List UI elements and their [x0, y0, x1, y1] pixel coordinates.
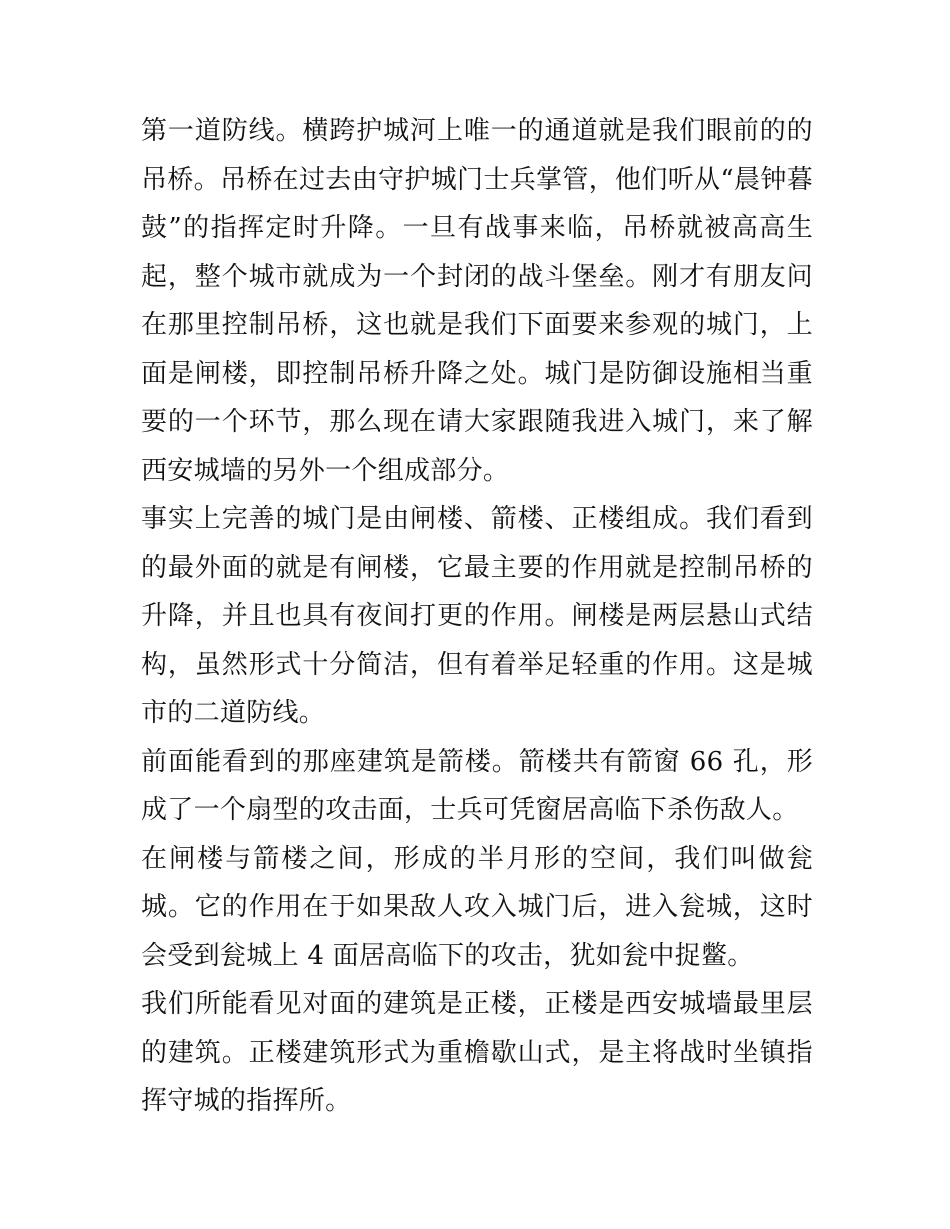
document-body	[141, 107, 813, 1126]
paragraph-5: 我们所能看见对面的建筑是正楼，正楼是西安城墙最里层的建筑。正楼建筑形式为重檐歇山式，是主将战时坐镇指挥守城的指挥所。	[141, 989, 813, 1116]
paragraph-3: 前面能看到的那座建筑是箭楼。箭楼共有箭窗 66 孔，形成了一个扇型的攻击面，士兵可凭窗居高临下杀伤敌人。	[141, 746, 813, 825]
paragraph-1: 第一道防线。横跨护城河上唯一的通道就是我们眼前的的吊桥。吊桥在过去由守护城门士兵掌管，他们听从“晨钟暮鼓”的指挥定时升降。一旦有战事来临，吊桥就被高高生起，整个城市就成为一个封闭的战斗堡垒。刚才有朋友问在那里控制吊桥，这也就是我们下面要来参观的城门，上面是闸楼，即控制吊桥升降之处。城门是防御设施相当重要的一个环节，那么现在请大家跟随我进入城门，来了解西安城墙的另外一个组成部分。	[141, 116, 813, 486]
paragraph-4: 在闸楼与箭楼之间，形成的半月形的空间，我们叫做瓮城。它的作用在于如果敌人攻入城门后，进入瓮城，这时会受到瓮城上 4 面居高临下的攻击，犹如瓮中捉鳖。	[141, 843, 813, 971]
paragraph-2: 事实上完善的城门是由闸楼、箭楼、正楼组成。我们看到的最外面的就是有闸楼，它最主要的作用就是控制吊桥的升降，并且也具有夜间打更的作用。闸楼是两层悬山式结构，虽然形式十分简洁，但有着举足轻重的作用。这是城市的二道防线。	[141, 504, 813, 728]
